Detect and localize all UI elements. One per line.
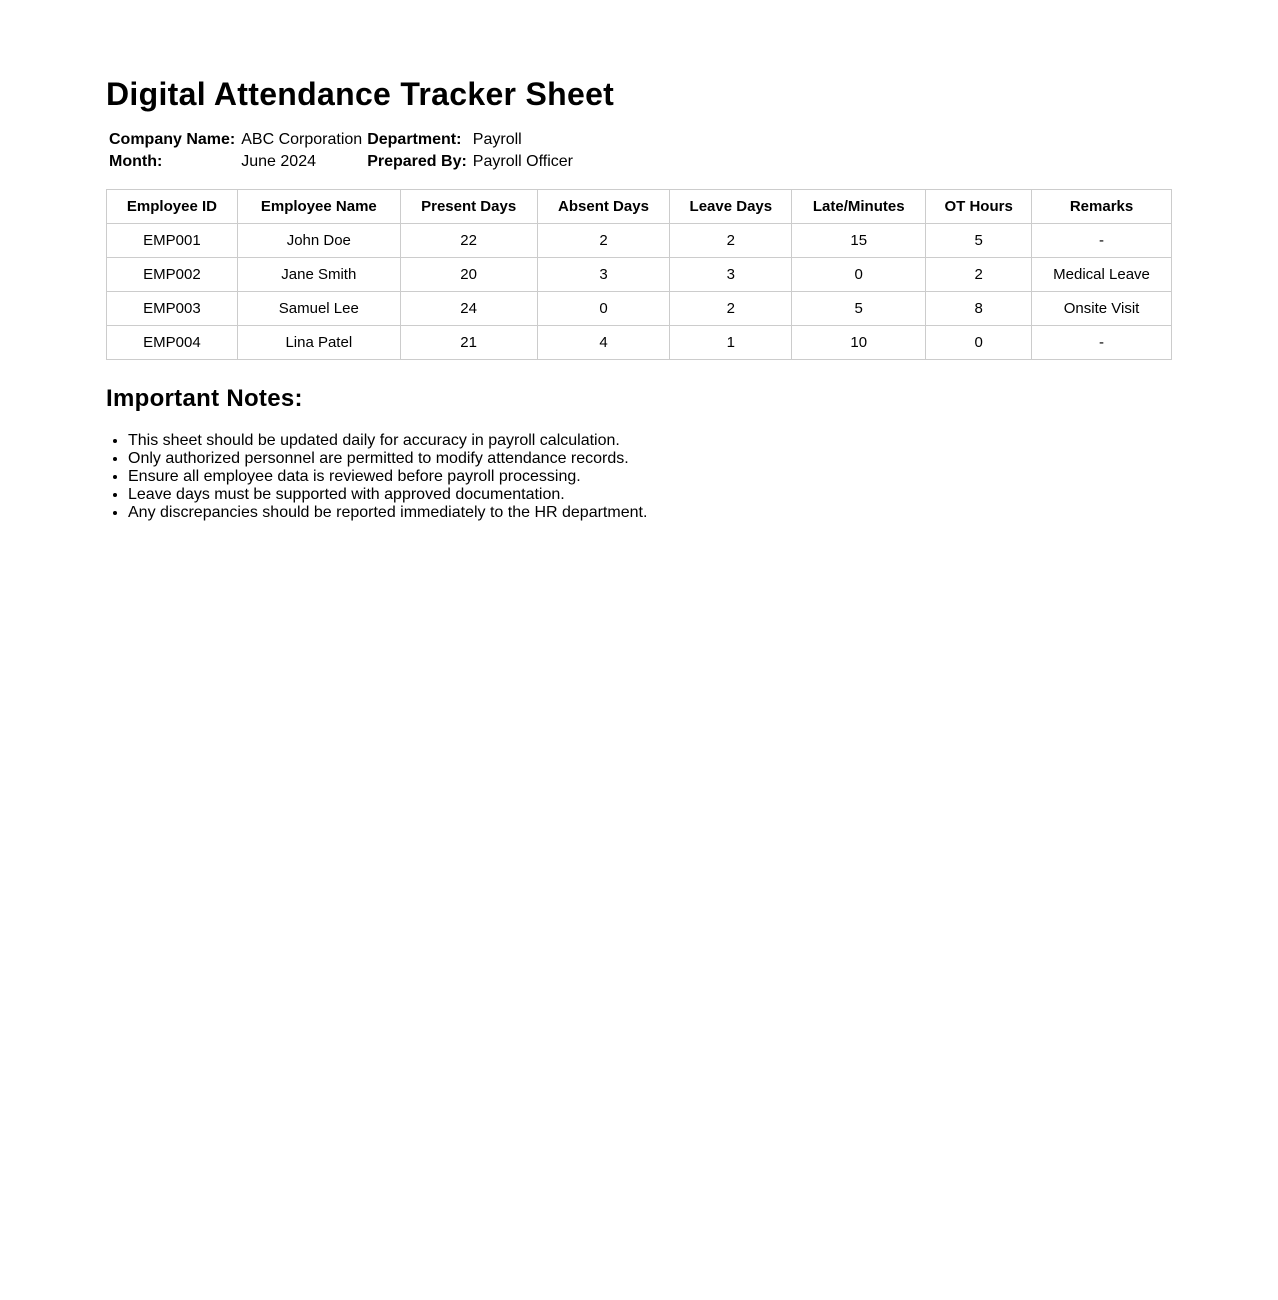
- cell-employee-name: John Doe: [237, 224, 400, 258]
- cell-leave-days: 2: [670, 292, 792, 326]
- department-value: Payroll: [472, 131, 522, 148]
- header-employee-name: Employee Name: [237, 190, 400, 224]
- header-late-minutes: Late/Minutes: [792, 190, 926, 224]
- cell-late-minutes: 5: [792, 292, 926, 326]
- info-row: [106, 129, 575, 151]
- cell-ot-hours: 8: [926, 292, 1032, 326]
- header-leave-days: Leave Days: [670, 190, 792, 224]
- company-name-label: Company Name:: [109, 131, 236, 148]
- header-present-days: Present Days: [400, 190, 537, 224]
- cell-present-days: 21: [400, 326, 537, 360]
- attendance-table: [106, 189, 1172, 360]
- list-item: • Only authorized personnel are permitted to modify attendance records.: [128, 450, 1172, 468]
- header-remarks: Remarks: [1032, 190, 1172, 224]
- cell-employee-name: Jane Smith: [237, 258, 400, 292]
- page-title: Digital Attendance Tracker Sheet: [106, 76, 615, 112]
- cell-absent-days: 0: [537, 292, 670, 326]
- list-item: • Leave days must be supported with approved documentation.: [128, 486, 1172, 504]
- cell-late-minutes: 0: [792, 258, 926, 292]
- info-row: [106, 151, 575, 173]
- cell-remarks: Onsite Visit: [1032, 292, 1172, 326]
- cell-late-minutes: 10: [792, 326, 926, 360]
- cell-leave-days: 1: [670, 326, 792, 360]
- notes-heading: Important Notes:: [106, 385, 303, 412]
- month-value: June 2024: [241, 153, 316, 170]
- company-name-value: ABC Corporation: [241, 131, 363, 148]
- header-absent-days: Absent Days: [537, 190, 670, 224]
- table-row: [107, 326, 1172, 360]
- table-row: [107, 224, 1172, 258]
- cell-employee-id: EMP004: [107, 326, 238, 360]
- cell-absent-days: 4: [537, 326, 670, 360]
- notes-list: [106, 432, 1172, 522]
- cell-absent-days: 2: [537, 224, 670, 258]
- cell-leave-days: 3: [670, 258, 792, 292]
- attendance-sheet: [106, 72, 1172, 522]
- list-item: • Any discrepancies should be reported immediately to the HR department.: [128, 504, 1172, 522]
- list-item: • Ensure all employee data is reviewed before payroll processing.: [128, 468, 1172, 486]
- cell-late-minutes: 15: [792, 224, 926, 258]
- header-ot-hours: OT Hours: [926, 190, 1032, 224]
- cell-employee-id: EMP001: [107, 224, 238, 258]
- cell-remarks: Medical Leave: [1032, 258, 1172, 292]
- table-row: [107, 292, 1172, 326]
- table-row: [107, 258, 1172, 292]
- cell-employee-id: EMP003: [107, 292, 238, 326]
- cell-remarks: -: [1032, 224, 1172, 258]
- cell-ot-hours: 0: [926, 326, 1032, 360]
- header-employee-id: Employee ID: [107, 190, 238, 224]
- cell-employee-name: Lina Patel: [237, 326, 400, 360]
- prepared-by-label: Prepared By:: [367, 153, 467, 170]
- cell-present-days: 20: [400, 258, 537, 292]
- cell-absent-days: 3: [537, 258, 670, 292]
- cell-ot-hours: 5: [926, 224, 1032, 258]
- cell-present-days: 22: [400, 224, 537, 258]
- month-label: Month:: [109, 153, 163, 170]
- cell-leave-days: 2: [670, 224, 792, 258]
- cell-present-days: 24: [400, 292, 537, 326]
- table-header-row: [107, 190, 1172, 224]
- cell-remarks: -: [1032, 326, 1172, 360]
- prepared-by-value: Payroll Officer: [472, 153, 573, 170]
- department-label: Department:: [367, 131, 462, 148]
- cell-ot-hours: 2: [926, 258, 1032, 292]
- list-item: • This sheet should be updated daily for accuracy in payroll calculation.: [128, 432, 1172, 450]
- cell-employee-id: EMP002: [107, 258, 238, 292]
- sheet-info: [106, 129, 575, 173]
- cell-employee-name: Samuel Lee: [237, 292, 400, 326]
